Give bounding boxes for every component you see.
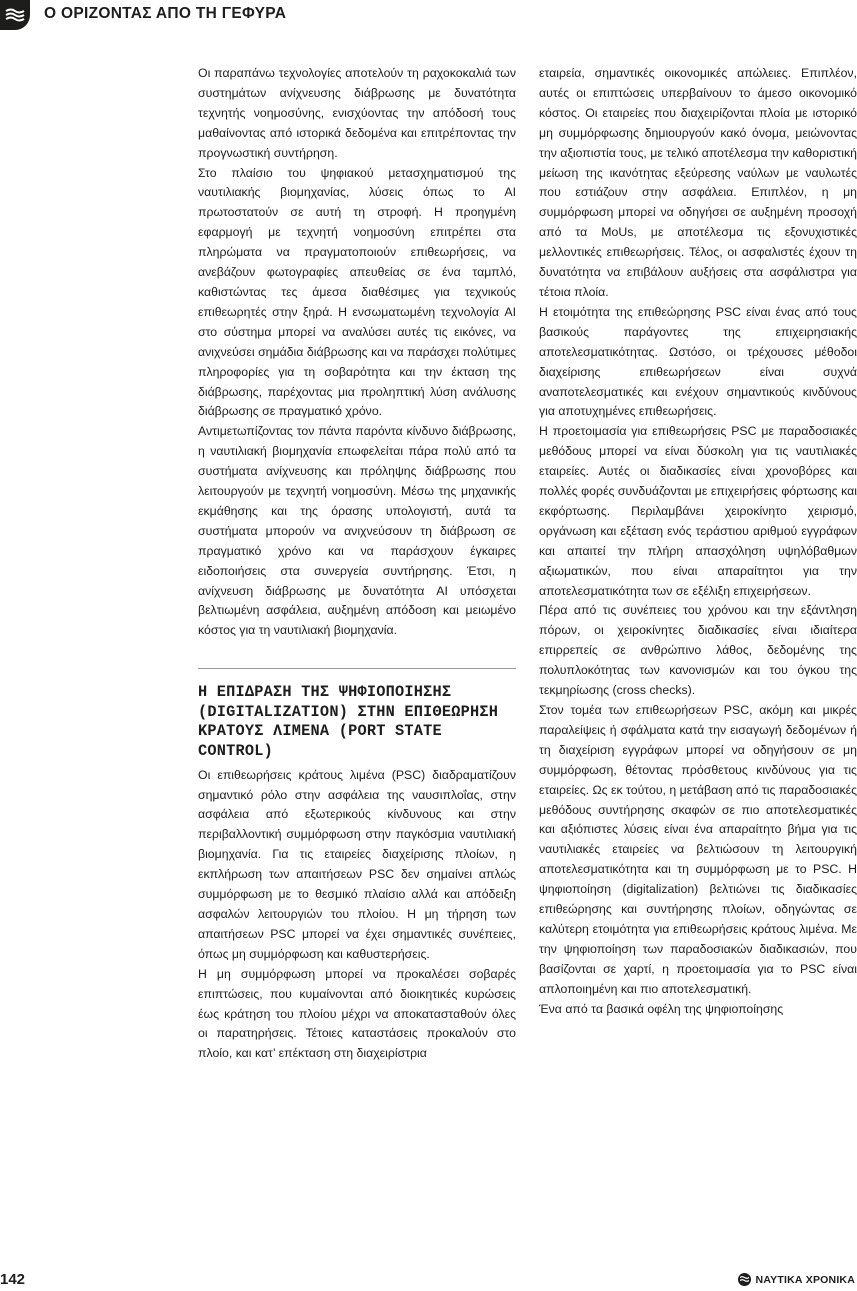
article-subheading: Η ΕΠΙΔΡΑΣΗ ΤΗΣ ΨΗΦΙΟΠΟΙΗΣΗΣ (DIGITALIZATION) ΣΤΗΝ ΕΠΙΘΕΩΡΗΣΗ ΚΡΑΤΟΥΣ ΛΙΜΕΝΑ (PORT STATE CONTROL)	[198, 683, 499, 761]
paragraph: Στον τομέα των επιθεωρήσεων PSC, ακόμη και μικρές παραλείψεις ή σφάλματα κατά την εισαγωγή δεδομένων ή τη διαχείριση εγγράφων μπορεί να οδηγήσουν σε μη συμμόρφωση, θέτοντας πρόσθετους κινδύνους για τις εταιρείες. Ως εκ τούτου, η μετάβαση από τις παραδοσιακές μεθόδους συντήρησης σκαφών σε πιο αποτελεσματικές και αξιόπιστες λύσεις είναι ένα απαραίτητο βήμα για τις ναυτιλιακές εταιρείες να βελτιώσουν τη λειτουργική αποτελεσματικότητα και τη συμμόρφωση με το PSC. Η ψηφιοποίηση (digitalization) βελτιώνει τις διαδικασίες επιθεώρησης και συντήρησης πλοίων, οδηγώντας σε καλύτερη ετοιμότητα για επιθεωρήσεις κράτους λιμένα. Με την ψηφιοποίηση των παραδοσιακών διαδικασιών, που βασίζονται σε χαρτί, η προετοιμασία για το PSC είναι απλοποιημένη και πιο αποτελεσματική.	[539, 703, 857, 996]
paragraph: Αντιμετωπίζοντας τον πάντα παρόντα κίνδυνο διάβρωσης, η ναυτιλιακή βιομηχανία επωφελείται πάρα πολύ από τα συστήματα ανίχνευσης και πρόληψης διάβρωσης που λειτουργούν με τεχνητή νοημοσύνη. Μέσω της μηχανικής εκμάθησης και της όρασης υπολογιστή, αυτά τα συστήματα μπορούν να ανιχνεύσουν τη διάβρωση σε πραγματικό χρόνο και να παράσχουν έγκαιρες ειδοποιήσεις στα συνεργεία συντήρησης. Έτσι, η ανίχνευση διάβρωσης με δυνατότητα AI υπόσχεται βελτιωμένη ασφάλεια, αυξημένη απόδοση και μειωμένο κόστος για τη ναυτιλιακή βιομηχανία.	[198, 424, 516, 638]
right-column	[539, 64, 857, 1020]
paragraph: Στο πλαίσιο του ψηφιακού μετασχηματισμού της ναυτιλιακής βιομηχανίας, λύσεις όπως το AI πρωτοστατούν σε αυτή τη στροφή. Η προηγμένη εφαρμογή με τεχνητή νοημοσύνη επιτρέπει στα πληρώματα να πραγματοποιούν επιθεωρήσεις, να ανεβάζουν φωτογραφίες απευθείας σε ένα ταμπλό, καθιστώντας τες άμεσα διαθέσιμες για τεχνικούς επιθεωρητές στην ξηρά. Η ενσωματωμένη τεχνολογία AI στο σύστημα μπορεί να αναλύσει αυτές τις εικόνες, να ανιχνεύσει σημάδια διάβρωσης και να παράσχει πολύτιμες πληροφορίες για τη σοβαρότητα και την έκταση της διάβρωσης, παρέχοντας μια προληπτική λύση ανάλυσης διάβρωσης σε πραγματικό χρόνο.	[198, 165, 516, 419]
paragraph: Ένα από τα βασικά οφέλη της ψηφιοποίησης	[539, 1001, 784, 1016]
paragraph: Πέρα από τις συνέπειες του χρόνου και την εξάντληση πόρων, οι χειροκίνητες διαδικασίες είναι ιδιαίτερα επιρρεπείς σε ανθρώπινο λάθος, δεδομένης της πολυπλοκότητας των κανονισμών και του όγκου της τεκμηρίωσης (cross checks).	[539, 603, 857, 698]
waves-icon	[4, 6, 26, 24]
page-header	[0, 0, 857, 34]
section-divider	[198, 668, 516, 669]
waves-icon	[738, 1273, 751, 1286]
logo-badge	[0, 0, 30, 30]
left-column	[198, 64, 516, 1064]
brand-name: ΝΑΥΤΙΚΑ ΧΡΟΝΙΚΑ	[755, 1273, 855, 1286]
paragraph: Η μη συμμόρφωση μπορεί να προκαλέσει σοβαρές επιπτώσεις, που κυμαίνονται από διοικητικές κυρώσεις έως κράτηση του πλοίου μέχρι να αποκατασταθούν όλες οι παρατηρήσεις. Τέτοιες καταστάσεις προκαλούν στο πλοίο, και κατ’ επέκταση στη διαχειρίστρια	[198, 966, 516, 1061]
brand-logo	[738, 1273, 855, 1286]
paragraph: Η ετοιμότητα της επιθεώρησης PSC είναι ένας από τους βασικούς παράγοντες της επιχειρησιακής αποτελεσματικότητας. Ωστόσο, οι τρέχουσες μέθοδοι διαχείρισης επιθεωρήσεων είναι συχνά αναποτελεσματικές και ενέχουν σημαντικούς κινδύνους για αποτυχημένες επιθεωρήσεις.	[539, 304, 857, 419]
page-number: 142	[0, 1271, 26, 1288]
paragraph: Η προετοιμασία για επιθεωρήσεις PSC με παραδοσιακές μεθόδους μπορεί να είναι δύσκολη για τις ναυτιλιακές εταιρείες. Αυτές οι διαδικασίες είναι χρονοβόρες και πολλές φορές συνδυάζονται με επιχειρήσεις φόρτωσης και εκφόρτωσης. Περιλαμβάνει χειροκίνητο χειρισμό, οργάνωση και εξέταση ενός τεράστιου αριθμού εγγράφων και απαιτεί την πλήρη απασχόληση υψηλόβαθμων αξιωματικών, που είναι απαραίτητοι για την αποτελεσματικότητα των σε εξέλιξη επιχειρήσεων.	[539, 424, 857, 598]
page-footer	[0, 1264, 857, 1291]
paragraph: εταιρεία, σημαντικές οικονομικές απώλειες. Επιπλέον, αυτές οι επιπτώσεις υπερβαίνουν το άμεσο οικονομικό κόστος. Οι εταιρείες που διαχειρίζονται πλοία με ιστορικό μη συμμόρφωσης δημιουργούν κακό όνομα, μειώνοντας την αξιοπιστία τους, με τελικό αποτέλεσμα την καθοριστική μείωση της ικανότητας εξεύρεσης ναύλων με ναυλωτές που εστιάζουν στην ασφάλεια. Επιπλέον, η μη συμμόρφωση μπορεί να οδηγήσει σε αυξημένη προσοχή από τα MoUs, με αποτέλεσμα τις εξονυχιστικές μελλοντικές επιθεωρήσεις. Τέλος, οι ασφαλιστές έχουν τη δυνατότητα να επιβάλουν αυξήσεις στα ασφάλιστρα για τέτοια πλοία.	[539, 66, 857, 299]
paragraph: Οι παραπάνω τεχνολογίες αποτελούν τη ραχοκοκαλιά των συστημάτων ανίχνευσης διάβρωσης με δυνατότητα τεχνητής νοημοσύνης, ενισχύοντας την απόδοσή τους μαθαίνοντας από ιστορικά δεδομένα και επιτρέποντας την προγνωστική συντήρηση.	[198, 66, 516, 160]
paragraph: Οι επιθεωρήσεις κράτους λιμένα (PSC) διαδραματίζουν σημαντικό ρόλο στην ασφάλεια της ναυσιπλοΐας, στην ασφάλεια από εξωτερικούς κίνδυνους και στην περιβαλλοντική συμμόρφωση στην παγκόσμια ναυτιλιακή βιομηχανία. Για τις εταιρείες διαχείρισης πλοίων, η εκπλήρωση των απαιτήσεων PSC δεν σημαίνει απλώς συμμόρφωση με το θεσμικό πλαίσιο αλλά και απόδειξη ασφαλών λειτουργιών του πλοίου. Η μη τήρηση των απαιτήσεων PSC μπορεί να έχει σημαντικές συνέπειες, όπως μη συμμόρφωση και καθυστερήσεις.	[198, 767, 516, 961]
section-title: Ο ΟΡΙΖΟΝΤΑΣ ΑΠΟ ΤΗ ΓΕΦΥΡΑ	[44, 5, 287, 22]
